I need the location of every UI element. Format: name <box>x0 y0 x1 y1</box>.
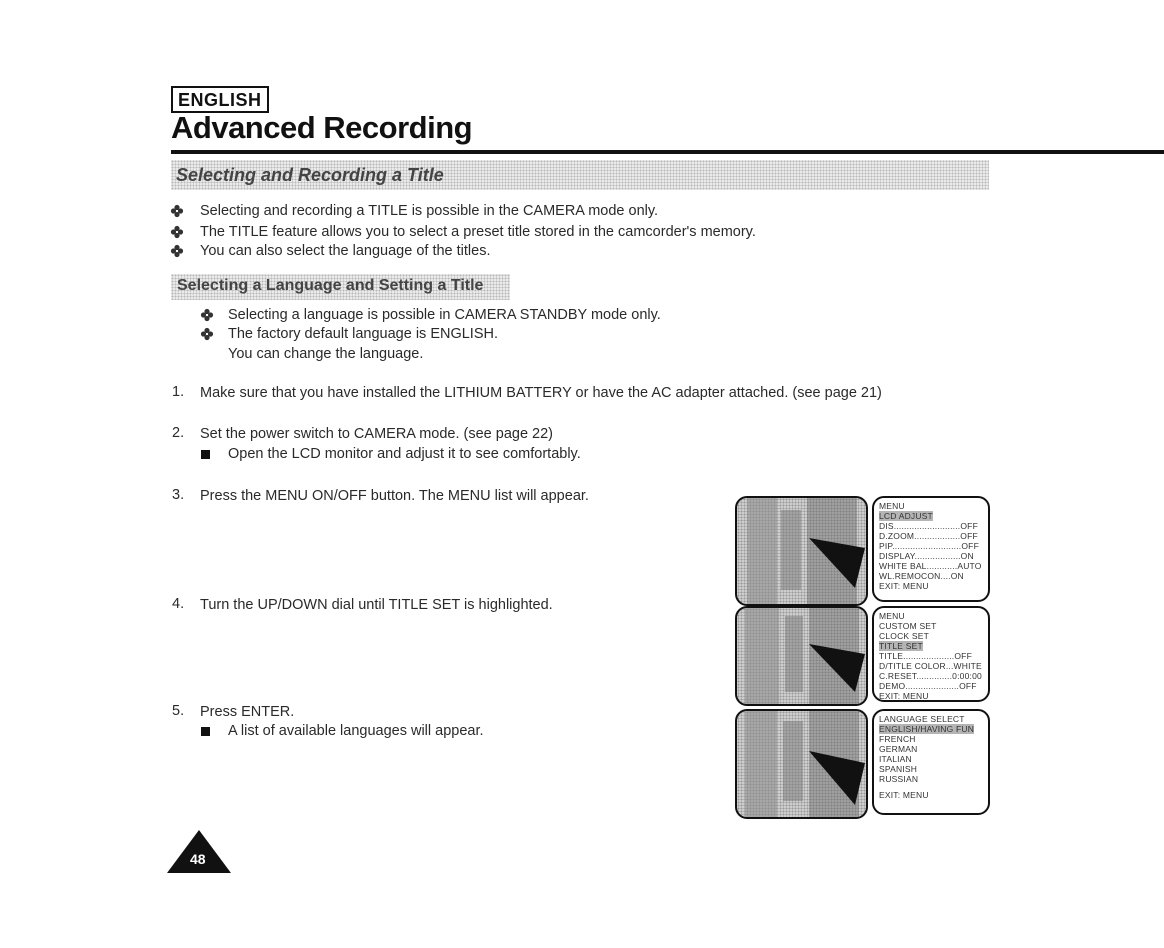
step-3-text: Press the MENU ON/OFF button. The MENU list will appear. <box>200 488 589 504</box>
osd-highlighted-line: TITLE SET <box>879 641 923 651</box>
title-rule <box>171 150 1164 154</box>
page-title: Advanced Recording <box>171 110 473 145</box>
osd-menu-screen <box>872 709 990 815</box>
clover-bullet-icon <box>200 308 214 322</box>
osd-line: D/TITLE COLOR...WHITE <box>879 661 982 671</box>
camcorder-photo <box>735 709 868 819</box>
osd-line: RUSSIAN <box>879 774 919 784</box>
osd-menu-screen <box>872 606 990 702</box>
osd-highlighted-line: ENGLISH/HAVING FUN <box>879 724 975 734</box>
section-title: Selecting and Recording a Title <box>176 165 444 185</box>
osd-line: LANGUAGE SELECT <box>879 714 965 724</box>
subsection-continuation: You can change the language. <box>228 346 424 362</box>
osd-menu-screen <box>872 496 990 602</box>
square-bullet-icon <box>201 450 210 459</box>
step-number: 3. <box>172 487 185 503</box>
section-bullet-2: The TITLE feature allows you to select a preset title stored in the camcorder's memory. <box>200 224 756 240</box>
subsection-bullet-1: Selecting a language is possible in CAMERA STANDBY mode only. <box>228 307 661 323</box>
step-2-sub: Open the LCD monitor and adjust it to see comfortably. <box>228 446 581 462</box>
clover-bullet-icon <box>170 204 184 218</box>
step-number: 4. <box>172 596 185 612</box>
osd-line: ITALIAN <box>879 754 912 764</box>
osd-line: MENU <box>879 611 905 621</box>
osd-highlighted-line: LCD ADJUST <box>879 511 933 521</box>
square-bullet-icon <box>201 727 210 736</box>
osd-line: EXIT: MENU <box>879 581 929 591</box>
step-4-text: Turn the UP/DOWN dial until TITLE SET is highlighted. <box>200 597 553 613</box>
osd-line: WL.REMOCON....ON <box>879 571 964 581</box>
page-number: 48 <box>190 851 206 867</box>
clover-bullet-icon <box>170 244 184 258</box>
osd-line: EXIT: MENU <box>879 790 929 800</box>
subsection-title: Selecting a Language and Setting a Title <box>177 277 484 294</box>
osd-line: CLOCK SET <box>879 631 929 641</box>
camcorder-illustration <box>737 711 866 817</box>
osd-line: CUSTOM SET <box>879 621 937 631</box>
clover-bullet-icon <box>170 225 184 239</box>
osd-line: GERMAN <box>879 744 918 754</box>
step-number: 5. <box>172 703 185 719</box>
section-bullet-1: Selecting and recording a TITLE is possible in the CAMERA mode only. <box>200 203 659 219</box>
osd-line: D.ZOOM..................OFF <box>879 531 978 541</box>
osd-line: C.RESET..............0:00:00 <box>879 671 982 681</box>
osd-line: DEMO.....................OFF <box>879 681 977 691</box>
camcorder-illustration <box>737 608 866 704</box>
subsection-bullet-2: The factory default language is ENGLISH. <box>228 326 499 342</box>
osd-line: WHITE BAL............AUTO <box>879 561 982 571</box>
osd-line: FRENCH <box>879 734 916 744</box>
step-5-text: Press ENTER. <box>200 704 295 720</box>
language-tag: ENGLISH <box>171 86 269 113</box>
osd-line: TITLE....................OFF <box>879 651 972 661</box>
osd-line: PIP...........................OFF <box>879 541 979 551</box>
section-bullet-3: You can also select the language of the titles. <box>200 243 491 259</box>
osd-line: DIS..........................OFF <box>879 521 978 531</box>
step-1-text: Make sure that you have installed the LITHIUM BATTERY or have the AC adapter attached. (see page 21) <box>200 385 882 401</box>
osd-line: SPANISH <box>879 764 918 774</box>
step-5-sub: A list of available languages will appear. <box>228 723 484 739</box>
step-2-text: Set the power switch to CAMERA mode. (see page 22) <box>200 426 554 442</box>
osd-line: EXIT: MENU <box>879 691 929 701</box>
osd-line: DISPLAY..................ON <box>879 551 974 561</box>
camcorder-photo <box>735 496 868 606</box>
camcorder-illustration <box>737 498 866 604</box>
clover-bullet-icon <box>200 327 214 341</box>
step-number: 2. <box>172 425 185 441</box>
osd-line: MENU <box>879 501 905 511</box>
step-number: 1. <box>172 384 185 400</box>
camcorder-photo <box>735 606 868 706</box>
